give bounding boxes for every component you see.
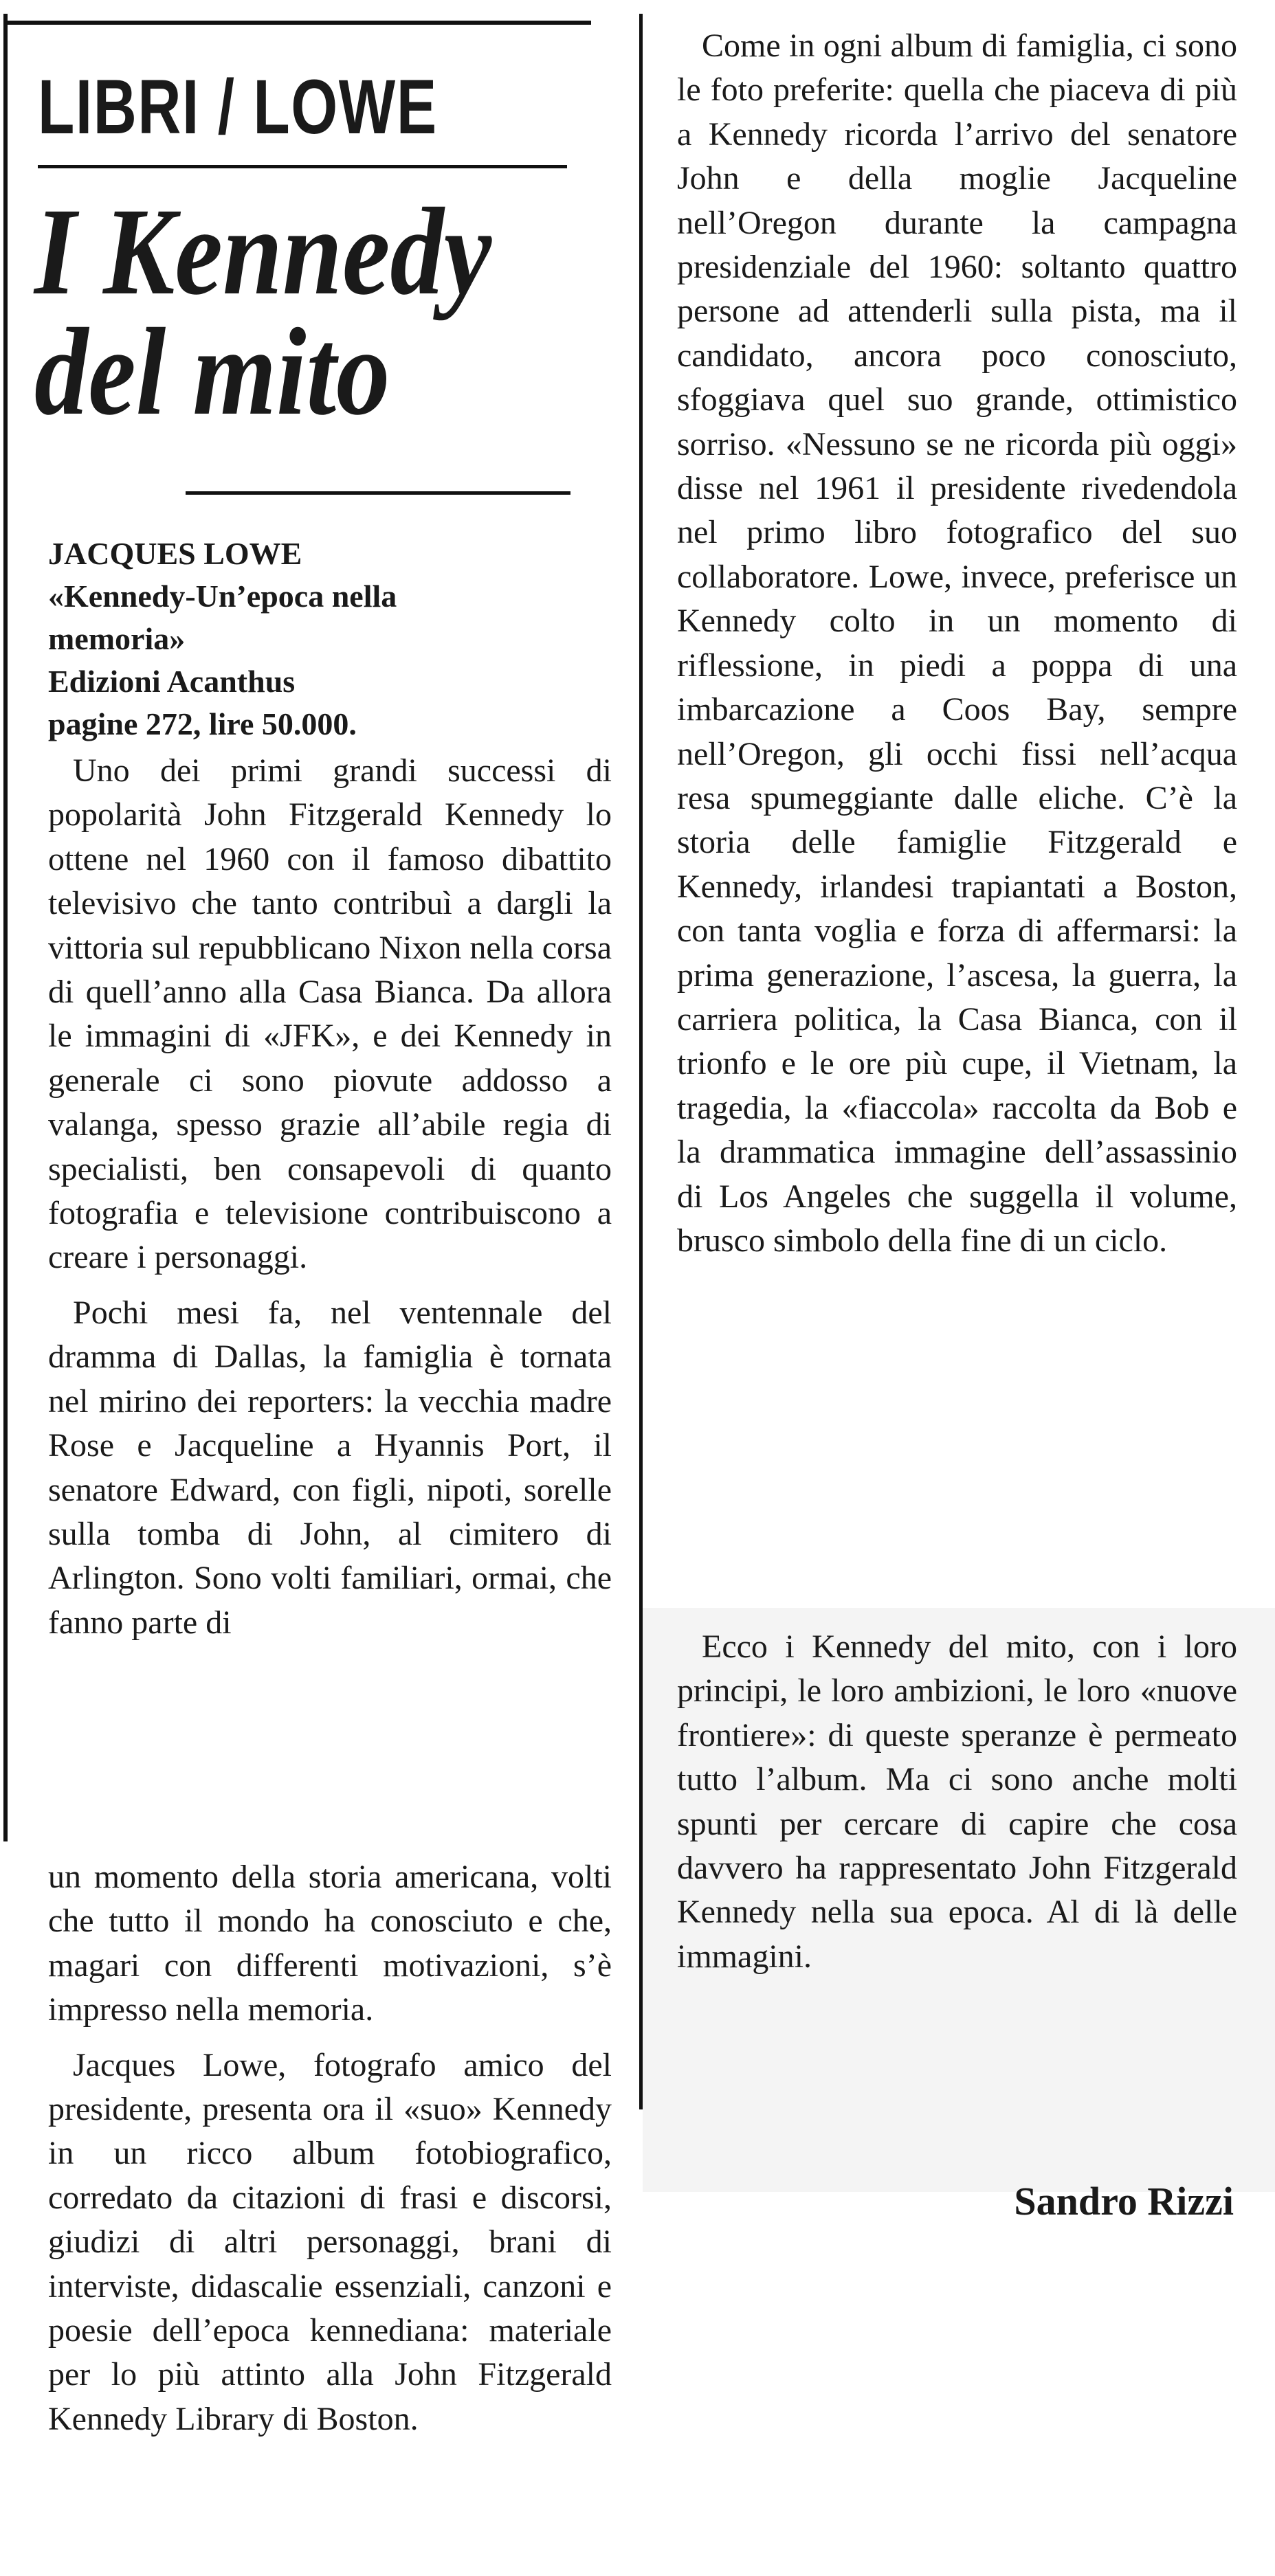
section-kicker: LIBRI / LOWE xyxy=(38,64,438,150)
book-title-line-2: memoria» xyxy=(48,621,186,656)
kicker-underline xyxy=(38,165,567,168)
paragraph-4: Jacques Lowe, fotografo amico del presidente, presenta ora il «suo» Kennedy in un ricco album fotobiografico, corredato da citazioni di frasi e discorsi, giudizi di altri personaggi, brani di interviste, didascalie essenziali, canzoni e poesie dell’epoca kennediana: materiale per lo più attinto alla John Fitzgerald Kennedy Library di Boston. xyxy=(48,2046,612,2437)
column-left-border xyxy=(3,14,8,1841)
paragraph-2: Pochi mesi fa, nel ventennale del dramma di Dallas, la famiglia è tornata nel mirino dei reporters: la vecchia madre Rose e Jacqueline a Hyannis Port, il senatore Edward, con figli, nipoti, sorelle sulla tomba di John, al cimitero di Arlington. Sono volti familiari, ormai, che fanno parte di xyxy=(48,1294,612,1641)
headline-line-2: del mito xyxy=(34,302,390,441)
headline xyxy=(34,183,531,441)
body-column-2-continued xyxy=(677,1625,1237,1979)
body-column-1 xyxy=(48,749,612,1645)
headline-underline xyxy=(186,491,570,495)
body-column-2 xyxy=(677,24,1237,1263)
paragraph-1: Uno dei primi grandi successi di popolarità John Fitzgerald Kennedy lo ottene nel 1960 con il famoso dibattito televisivo che tanto contribuì a dargli la vittoria sul repubblicano Nixon nella corsa di quell’anno alla Casa Bianca. Da allora le immagini di «JFK», e dei Kennedy in generale ci sono piovute addosso a valanga, spesso grazie all’abile regia di specialisti, ben consapevoli di quanto fotografia e televisione contribuiscono a creare i personaggi. xyxy=(48,752,612,1276)
top-rule xyxy=(3,21,591,25)
book-title-line-1: «Kennedy-Un’epoca nella xyxy=(48,579,397,614)
column-divider xyxy=(639,14,643,2109)
book-details xyxy=(48,533,612,746)
book-publisher: Edizioni Acanthus xyxy=(48,664,296,699)
headline-line-1: I Kennedy xyxy=(34,183,492,321)
book-author: JACQUES LOWE xyxy=(48,536,302,571)
body-column-1-continued xyxy=(48,1855,612,2441)
author-signature: Sandro Rizzi xyxy=(1014,2179,1234,2224)
paragraph-5: Come in ogni album di famiglia, ci sono le foto preferite: quella che piaceva di più a Kennedy ricorda l’arrivo del senatore John e della moglie Jacqueline nell’Oregon durante la campagna presidenziale del 1960: soltanto quattro persone ad attenderli sulla pista, ma il candidato, ancora poco conosciuto, sfoggiava quel suo grande, ottimistico sorriso. «Nessuno se ne ricorda più oggi» disse nel 1961 il presidente rivedendola nel primo libro fotografico del suo collaboratore. Lowe, invece, preferisce un Kennedy colto in un momento di riflessione, in piedi a poppa di una imbarcazione a Coos Bay, sempre nell’Oregon, gli occhi fissi nell’acqua resa spumeggiante dalle eliche. C’è la storia delle famiglie Fitzgerald e Kennedy, irlandesi trapiantati a Boston, con tanta voglia e forza di affermarsi: la prima generazione, l’ascesa, la guerra, la carriera politica, la Casa Bianca, con il trionfo e le ore più cupe, il Vietnam, la tragedia, la «fiaccola» raccolta da Bob e la drammatica immagine dell’assassinio di Los Angeles che suggella il volume, brusco simbolo della fine di un ciclo. xyxy=(677,27,1237,1259)
paragraph-6: Ecco i Kennedy del mito, con i loro principi, le loro ambizioni, le loro «nuove frontiere»: di queste speranze è permeato tutto l’album. Ma ci sono anche molti spunti per cercare di capire che cosa davvero ha rappresentato John Fitzgerald Kennedy nella sua epoca. Al di là delle immagini. xyxy=(677,1628,1237,1975)
book-pages-price: pagine 272, lire 50.000. xyxy=(48,706,357,741)
paragraph-3: un momento della storia americana, volti che tutto il mondo ha conosciuto e che, magari con differenti motivazioni, s’è impresso nella memoria. xyxy=(48,1859,612,2028)
